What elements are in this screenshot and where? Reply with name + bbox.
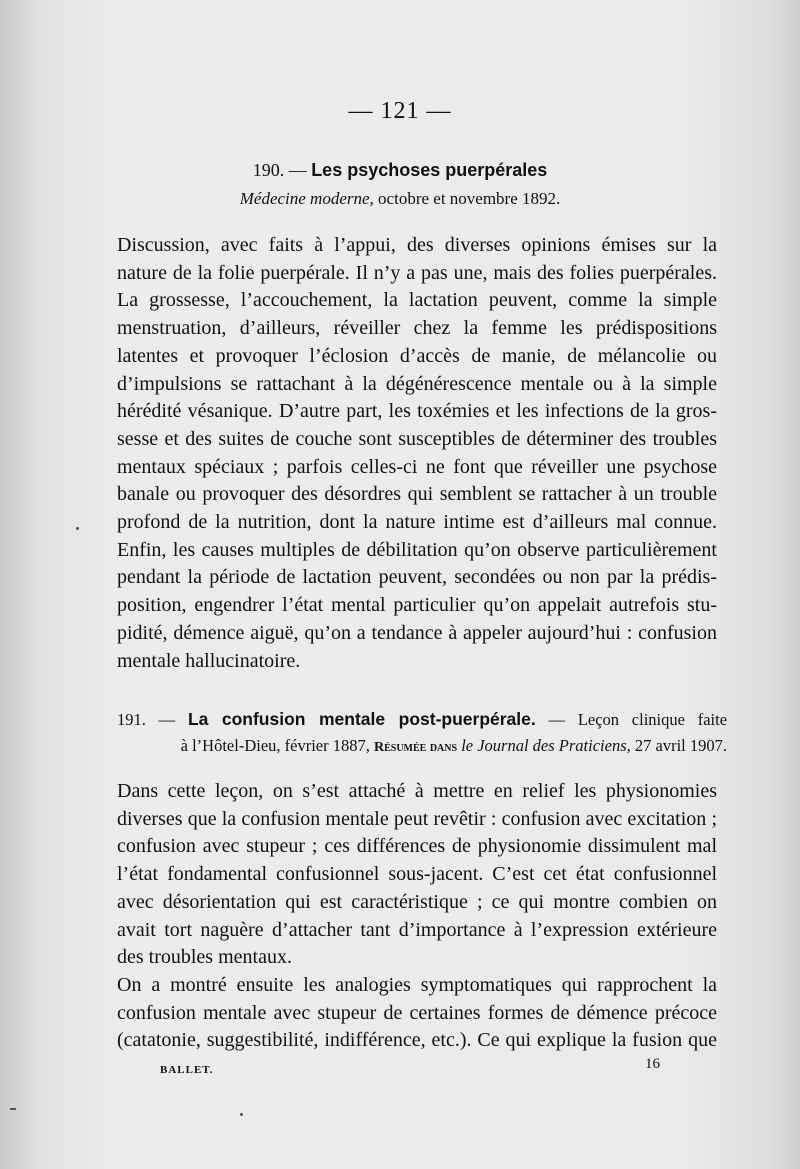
page-number: — 121 — [348, 98, 452, 124]
entry-191-desc-2c: le Journal des Praticiens, [461, 736, 631, 755]
sheet-number: 16 [645, 1056, 660, 1072]
text-line: mentaux spéciaux ; parfois celles-ci ne font que réveiller une psychose [117, 455, 717, 478]
entry-191-desc-1: Leçon clinique faite [577, 710, 728, 729]
text-line: avec désorientation qui est caractéristique ; ce qui montre combien on [117, 890, 717, 913]
entry-191-dash: — [548, 710, 566, 729]
entry-191-desc-2a: à l’Hôtel-Dieu, février 1887, [180, 736, 370, 755]
text-line: Enfin, les causes multiples de débilitation qu’on observe particulièrement [117, 538, 717, 561]
scan-speck [76, 527, 79, 530]
signature-mark: BALLET. [160, 1064, 214, 1076]
bleed-through-text [120, 135, 720, 163]
text-line: l’état fondamental confusionnel sous-jacent. C’est cet état confusionnel [117, 863, 717, 886]
text-line: diverses que la confusion mentale peut revêtir : confusion avec excitation ; [117, 807, 717, 830]
text-line: pidité, démence aiguë, qu’on a tendance à appeler aujourd’hui : confusion [117, 621, 717, 644]
entry-190-heading [0, 160, 800, 181]
entry-191-desc-2b: Résumée dans [373, 740, 458, 755]
text-line: La grossesse, l’accouchement, la lactation peuvent, comme la simple [117, 289, 717, 312]
text-line: confusion avec stupeur ; ces différences de physionomie dissimulent mal [117, 835, 717, 858]
entry-191-summary-continued [117, 972, 717, 1055]
text-line: menstruation, d’ailleurs, réveiller chez la femme les prédispositions [117, 317, 717, 340]
entry-191-desc-2d: 27 avril 1907. [634, 736, 727, 755]
text-line: d’impulsions se rattachant à la dégénérescence mentale ou à la simple [117, 372, 717, 395]
text-line: avait tort naguère d’attacher tant d’importance à l’expression extérieure [117, 918, 717, 941]
entry-191-summary [117, 778, 717, 972]
entry-190-journal: Médecine moderne, [239, 189, 374, 208]
text-line: sesse et des suites de couche sont susceptibles de déterminer des troubles [117, 427, 717, 450]
entry-191-heading-line-1 [117, 706, 727, 733]
entry-191-heading [117, 706, 727, 761]
entry-191-number: 191. — [117, 710, 176, 729]
text-line: latentes et provoquer l’éclosion d’accès de manie, de mélancolie ou [117, 344, 717, 367]
text-line: profond de la nutrition, dont la nature intime est d’ailleurs mal connue. [117, 511, 717, 534]
text-line: des troubles mentaux. [117, 946, 292, 969]
text-line: confusion mentale avec stupeur de certaines formes de démence précoce [117, 1001, 717, 1024]
text-line: banale ou provoquer des désordres qui semblent se rattacher à un trouble [117, 483, 717, 506]
entry-191-title: La confusion mentale post-puerpérale. [187, 709, 536, 729]
scan-speck [240, 1113, 243, 1116]
entry-190-summary [117, 232, 717, 675]
text-line: hérédité vésanique. D’autre part, les toxémies et les infections de la gros- [117, 400, 717, 423]
entry-190-title: Les psychoses puerpérales [311, 160, 548, 180]
text-line: Discussion, avec faits à l’appui, des diverses opinions émises sur la [117, 234, 717, 256]
entry-190-number: 190. — [252, 160, 307, 180]
entry-190-date: octobre et novembre 1892. [378, 189, 561, 208]
scan-speck [10, 1108, 16, 1110]
text-line: pendant la période de lactation peuvent, secondées ou non par la prédis- [117, 566, 717, 589]
text-line: position, engendrer l’état mental particulier qu’on appelait autrefois stu- [117, 594, 717, 617]
text-line: Dans cette leçon, on s’est attaché à mettre en relief les physionomies [117, 780, 717, 802]
text-line: mentale hallucinatoire. [117, 649, 301, 672]
entry-190-source [0, 189, 800, 209]
text-line: On a montré ensuite les analogies symptomatiques qui rapprochent la [117, 974, 717, 996]
entry-191-heading-line-2 [117, 733, 727, 761]
text-line: (catatonie, suggestibilité, indifférence, etc.). Ce qui explique la fusion que [117, 1029, 717, 1052]
text-line: nature de la folie puerpérale. Il n’y a pas une, mais des folies puerpérales. [117, 261, 717, 284]
